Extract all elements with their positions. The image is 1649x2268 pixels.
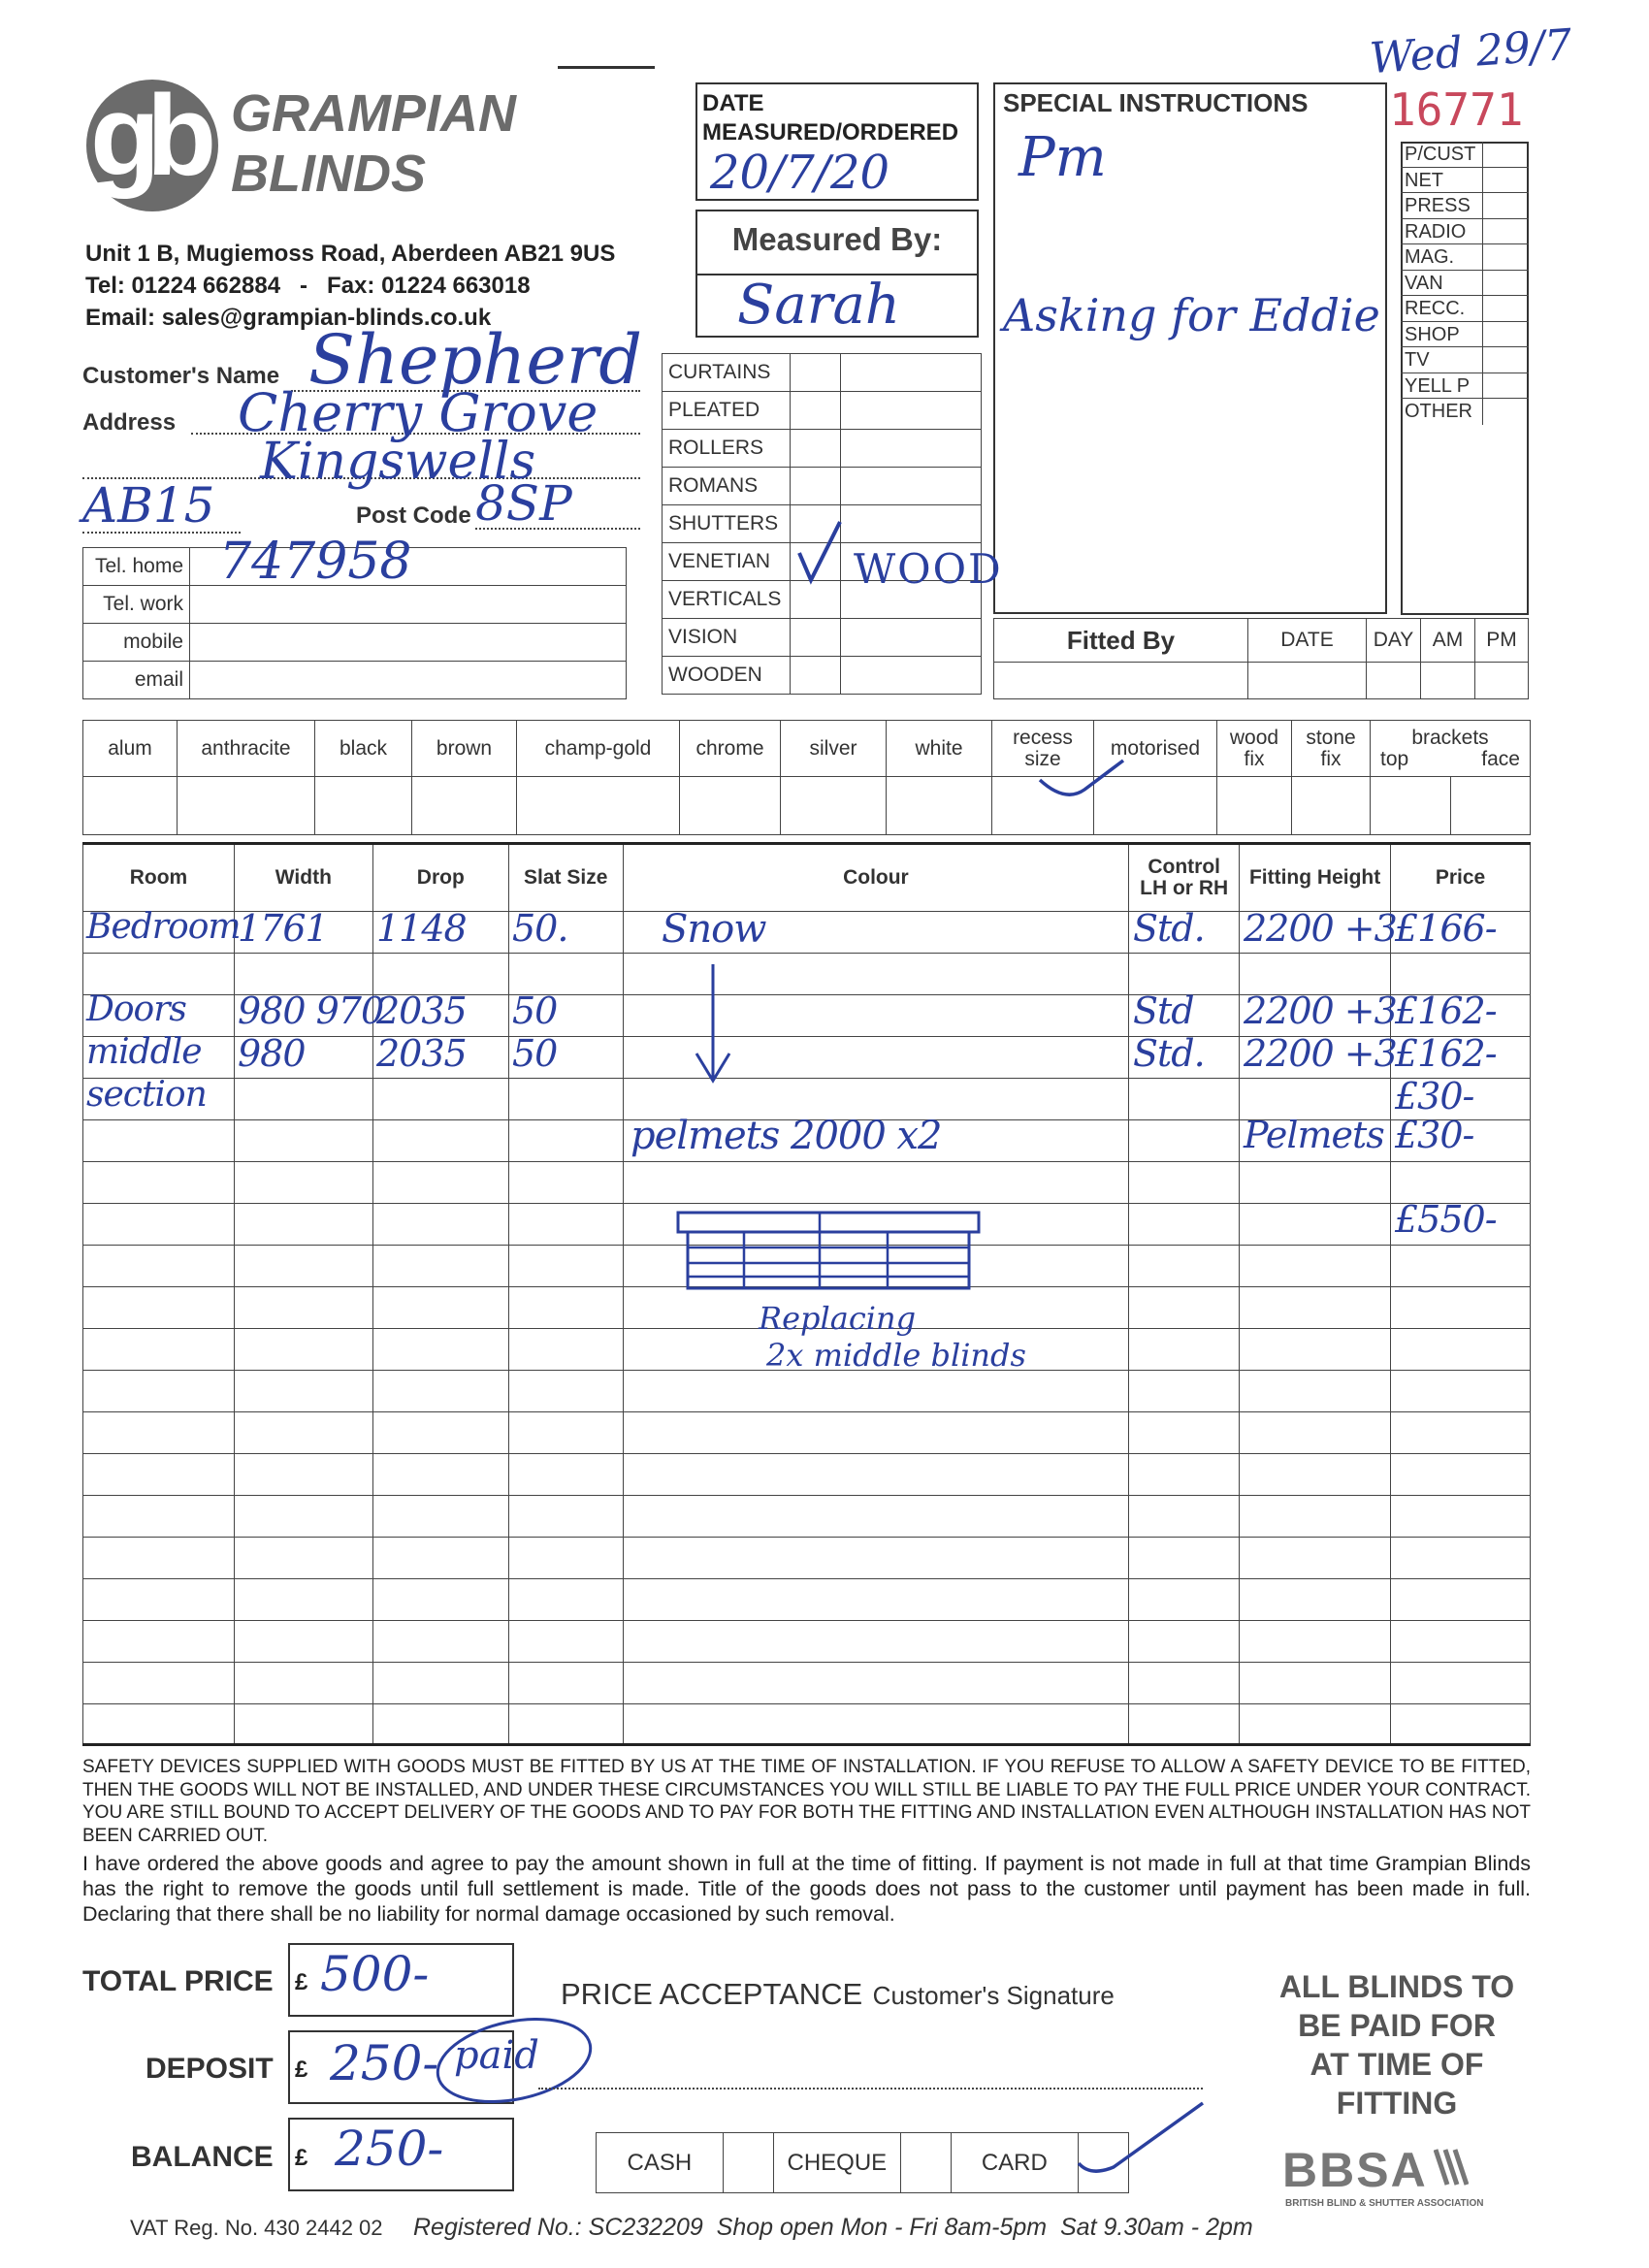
option-checkbox[interactable] — [178, 777, 315, 835]
source-option-label: OTHER — [1405, 401, 1472, 422]
pelmet-sketch — [674, 1209, 985, 1301]
source-option[interactable] — [1401, 322, 1529, 348]
notice-line: BE PAID FOR — [1298, 2008, 1496, 2043]
cell-price: £30- — [1395, 1075, 1474, 1118]
option-label: alum — [108, 736, 152, 760]
option-label: champ-gold — [544, 736, 652, 760]
postcode-label: Post Code — [356, 502, 471, 529]
sketch-note-line2: 2x middle blinds — [766, 1337, 1026, 1374]
column-header-control: Control LH or RH — [1140, 855, 1229, 899]
mobile-label: mobile — [83, 624, 190, 662]
product-type-label: ROMANS — [668, 474, 759, 497]
fitted-am-label: AM — [1421, 619, 1475, 663]
product-type-check[interactable] — [791, 657, 841, 695]
notice-line: AT TIME OF — [1310, 2047, 1484, 2082]
tel-home-label: Tel. home — [83, 548, 190, 586]
table-row[interactable] — [83, 1620, 1531, 1662]
cell-colour: pelmets 2000 x2 — [630, 1114, 942, 1158]
cell-width: 980 970 — [238, 989, 384, 1032]
venetian-check — [795, 518, 844, 591]
fitted-day-label: DAY — [1367, 619, 1421, 663]
recess-check — [1036, 757, 1133, 810]
column-header-price: Price — [1435, 865, 1486, 889]
brackets-face-checkbox[interactable] — [1450, 777, 1531, 835]
bbsa-text: BRITISH BLIND & SHUTTER ASSOCIATION — [1285, 2198, 1484, 2209]
option-checkbox[interactable] — [412, 777, 517, 835]
source-option[interactable] — [1401, 168, 1529, 194]
source-option-box[interactable] — [1482, 168, 1527, 193]
payment-method-label: CHEQUE — [787, 2149, 888, 2176]
sketch-note-line1: Replacing — [759, 1300, 917, 1337]
brackets-face-label: face — [1481, 747, 1520, 770]
deposit-note-circle — [427, 2006, 601, 2118]
table-row[interactable] — [83, 1370, 1531, 1411]
table-row[interactable] — [83, 1537, 1531, 1578]
product-type-check[interactable] — [791, 392, 841, 430]
product-type-label: VENETIAN — [668, 550, 771, 572]
fitted-date-label: DATE — [1248, 619, 1367, 663]
card-check — [1075, 2095, 1211, 2187]
cell-slat: 50 — [512, 1032, 558, 1075]
brackets-top-checkbox[interactable] — [1371, 777, 1451, 835]
product-type-note[interactable] — [841, 354, 982, 392]
option-checkbox[interactable] — [1217, 777, 1292, 835]
table-row[interactable] — [83, 1453, 1531, 1495]
price-acceptance-title: PRICE ACCEPTANCE — [561, 1977, 863, 2011]
cell-drop: 2035 — [376, 1032, 467, 1075]
source-option-box[interactable] — [1482, 193, 1527, 218]
cell-price: £30- — [1395, 1114, 1474, 1156]
measured-by-label: Measured By: — [731, 221, 943, 257]
source-option[interactable] — [1401, 142, 1529, 168]
cell-colour: Snow — [662, 907, 766, 952]
company-name-line2: BLINDS — [231, 145, 426, 203]
cell-drop: 1148 — [376, 907, 467, 950]
source-option-box[interactable] — [1482, 142, 1527, 167]
company-tel-fax: Tel: 01224 662884 - Fax: 01224 663018 — [85, 273, 531, 299]
brackets-top-label: top — [1380, 747, 1409, 770]
option-checkbox[interactable] — [887, 777, 992, 835]
cell-control: Std. — [1133, 907, 1205, 950]
cell-room: Doors — [86, 989, 186, 1029]
table-row[interactable] — [83, 1495, 1531, 1537]
payment-method-checkbox[interactable] — [723, 2133, 773, 2193]
bbsa-stripes-icon — [1434, 2148, 1469, 2191]
source-list — [1401, 142, 1529, 425]
product-type-label: PLEATED — [668, 399, 760, 421]
product-type-check[interactable] — [791, 468, 841, 505]
bbsa-logo: BBSA — [1282, 2143, 1428, 2197]
postcode-suffix: 8SP — [475, 475, 572, 532]
balance-value: 250- — [335, 2121, 444, 2177]
date-value: 20/7/20 — [710, 146, 890, 200]
tel-home-value: 747958 — [219, 533, 412, 591]
option-label: wood fix — [1229, 726, 1279, 770]
option-label: brown — [436, 736, 493, 760]
options-grid — [82, 720, 1531, 835]
company-logo — [82, 72, 238, 216]
address-line2: Kingswells — [260, 433, 536, 491]
source-option-label: YELL P — [1405, 374, 1471, 397]
source-option-label: TV — [1405, 349, 1430, 371]
option-label: chrome — [695, 736, 764, 760]
option-checkbox[interactable] — [1292, 777, 1371, 835]
payment-method-label: CASH — [627, 2149, 693, 2176]
payment-notice — [1251, 1967, 1542, 2122]
agreement-text: I have ordered the above goods and agree to pay the amount shown in full at the time of fitting. If payment is not made in full at that time Grampian Blinds has the right to remove the goods until full settlement is made. Title of the goods does not pass to the customer until payment has been made in full. Declaring that there shall be no liability for normal damage occasioned by such removal. — [82, 1852, 1531, 1926]
cell-fitting: 2200 +3 — [1244, 1032, 1397, 1075]
product-type-row[interactable] — [663, 468, 982, 505]
option-checkbox[interactable] — [680, 777, 781, 835]
product-type-label: SHUTTERS — [668, 512, 779, 535]
fitted-pm-label: PM — [1475, 619, 1529, 663]
top-rule — [558, 66, 655, 69]
fitted-by-table — [993, 618, 1529, 699]
date-label: DATE MEASURED/ORDERED — [702, 90, 959, 146]
cell-price: £166- — [1395, 907, 1497, 950]
total-label: TOTAL PRICE — [82, 1965, 274, 1997]
source-option-label: VAN — [1405, 272, 1443, 294]
cell-price: £162- — [1395, 989, 1497, 1032]
header-note: Wed 29/7 — [1368, 19, 1574, 84]
payment-method-checkbox[interactable] — [900, 2133, 951, 2193]
table-row[interactable] — [83, 953, 1531, 994]
source-option-label: RADIO — [1405, 220, 1467, 243]
product-type-row[interactable] — [663, 619, 982, 657]
cell-price: £162- — [1395, 1032, 1497, 1075]
column-header-room: Room — [129, 865, 188, 889]
cell-slat: 50 — [512, 989, 558, 1032]
table-row[interactable] — [83, 1662, 1531, 1703]
source-option-label: SHOP — [1405, 323, 1460, 345]
footer-registered: Registered No.: SC232209 Shop open Mon - Fri 8am-5pm Sat 9.30am - 2pm — [413, 2214, 1253, 2241]
payment-method-label: CARD — [981, 2149, 1048, 2176]
company-address: Unit 1 B, Mugiemoss Road, Aberdeen AB21 9US — [85, 241, 616, 267]
deposit-label: DEPOSIT — [146, 2053, 274, 2085]
measured-by-value: Sarah — [737, 274, 900, 337]
venetian-note: WOOD — [854, 545, 1003, 593]
source-option[interactable] — [1401, 347, 1529, 373]
product-type-label: VERTICALS — [668, 588, 782, 610]
product-type-check[interactable] — [791, 619, 841, 657]
deposit-value: 250- — [330, 2035, 439, 2091]
email-label: email — [83, 662, 190, 699]
product-type-row[interactable] — [663, 354, 982, 392]
source-option-label: NET — [1405, 169, 1443, 191]
cell-width: 1761 — [238, 907, 328, 950]
colour-arrow — [689, 960, 737, 1091]
address-label: Address — [82, 409, 177, 436]
source-option[interactable] — [1401, 399, 1529, 425]
deposit-note: paid — [454, 2033, 539, 2078]
product-type-row[interactable] — [663, 392, 982, 430]
product-type-check[interactable] — [791, 430, 841, 468]
company-name-line1: GRAMPIAN — [231, 84, 516, 143]
postcode-prefix: AB15 — [82, 477, 215, 534]
source-option-box[interactable] — [1482, 271, 1527, 296]
product-type-note[interactable] — [841, 657, 982, 695]
cell-slat: 50. — [512, 907, 568, 950]
deposit-currency: £ — [295, 2057, 308, 2083]
source-option[interactable] — [1401, 296, 1529, 322]
column-header-fitting: Fitting Height — [1248, 865, 1381, 889]
signature-line[interactable] — [538, 2088, 1203, 2090]
table-row[interactable] — [83, 1578, 1531, 1620]
source-option[interactable] — [1401, 373, 1529, 400]
option-checkbox[interactable] — [83, 777, 178, 835]
option-checkbox[interactable] — [517, 777, 680, 835]
product-type-label: WOODEN — [668, 664, 762, 686]
option-label: anthracite — [201, 736, 291, 760]
source-option-label: PRESS — [1405, 195, 1471, 216]
product-type-row[interactable] — [663, 430, 982, 468]
option-label: motorised — [1110, 736, 1201, 760]
cell-control: Std. — [1133, 1032, 1205, 1075]
cell-width: 980 — [238, 1032, 306, 1075]
table-row[interactable] — [83, 1703, 1531, 1745]
product-type-check[interactable] — [791, 354, 841, 392]
brackets-label: brackets — [1411, 726, 1489, 749]
product-type-label: ROLLERS — [668, 437, 764, 459]
order-number: 16771 — [1389, 83, 1524, 136]
tel-work-label: Tel. work — [83, 586, 190, 624]
option-label: white — [915, 736, 963, 760]
cell-fitting: 2200 +3 — [1244, 907, 1397, 950]
address-line1: Cherry Grove — [238, 382, 598, 443]
source-option-box[interactable] — [1482, 322, 1527, 347]
product-type-note[interactable] — [841, 468, 982, 505]
cell-room: section — [86, 1075, 207, 1115]
balance-label: BALANCE — [131, 2141, 274, 2173]
notice-line: ALL BLINDS TO — [1278, 1969, 1515, 2004]
footer-vat: VAT Reg. No. 430 2442 02 — [130, 2216, 383, 2240]
total-currency: £ — [295, 1969, 308, 1995]
source-option-label: P/CUST — [1405, 144, 1476, 165]
source-option-label: MAG. — [1405, 246, 1455, 268]
option-label: black — [339, 736, 388, 760]
cell-fitting: Pelmets — [1244, 1114, 1384, 1156]
option-label: recess size — [1013, 726, 1073, 770]
product-type-label: VISION — [668, 626, 738, 648]
cell-room: middle — [86, 1032, 202, 1072]
source-option-box[interactable] — [1482, 347, 1527, 373]
source-option-box[interactable] — [1482, 373, 1527, 399]
customer-name-label: Customer's Name — [82, 363, 280, 389]
special-instructions-label: SPECIAL INSTRUCTIONS — [1003, 88, 1309, 117]
cell-fitting: 2200 +3 — [1244, 989, 1397, 1032]
column-header-drop: Drop — [416, 865, 465, 889]
special-instructions-line2: Asking for Eddie — [1003, 289, 1380, 341]
price-acceptance-sub: Customer's Signature — [872, 1981, 1115, 2010]
source-option[interactable] — [1401, 219, 1529, 245]
notice-line: FITTING — [1336, 2086, 1458, 2121]
column-header-width: Width — [275, 865, 332, 889]
special-instructions-line1: Pm — [1018, 126, 1107, 189]
company-email: Email: sales@grampian-blinds.co.uk — [85, 305, 492, 331]
logo-mark: gb — [90, 72, 204, 200]
product-type-note[interactable] — [841, 505, 982, 543]
payment-method-table — [596, 2132, 1129, 2193]
total-value: 500- — [320, 1946, 430, 2002]
source-option-box[interactable] — [1482, 244, 1527, 270]
cell-price: £550- — [1395, 1198, 1497, 1241]
product-type-note[interactable] — [841, 392, 982, 430]
balance-currency: £ — [295, 2145, 308, 2171]
product-type-label: CURTAINS — [668, 361, 771, 383]
order-header-row — [83, 845, 1531, 911]
option-checkbox[interactable] — [315, 777, 412, 835]
source-option-box[interactable] — [1482, 219, 1527, 244]
fitted-by-label: Fitted By — [994, 619, 1248, 663]
source-option[interactable] — [1401, 193, 1529, 219]
options-table — [82, 720, 1531, 834]
product-type-note[interactable] — [841, 430, 982, 468]
customer-name: Shepherd — [308, 320, 643, 400]
cell-control: Std — [1133, 989, 1194, 1032]
column-header-colour: Colour — [843, 865, 909, 889]
source-option-box[interactable] — [1482, 296, 1527, 321]
cell-room: Bedroom — [86, 907, 241, 947]
safety-text: SAFETY DEVICES SUPPLIED WITH GOODS MUST BE FITTED BY US AT THE TIME OF INSTALLATION. IF YOU REFUSE TO ALLOW A SAFETY DEVICE TO BE FITTED, THEN THE GOODS WILL NOT BE INSTALLED, AND UNDER THESE CIRCUMSTANCES YOU WILL STILL BE LIABLE TO PAY THE FULL PRICE UNDER YOUR CONTRACT. YOU ARE STILL BOUND TO ACCEPT DELIVERY OF THE GOODS AND TO PAY FOR BOTH THE FITTING AND INSTALLATION EVEN ALTHOUGH INSTALLATION HAS NOT BEEN CARRIED OUT. — [82, 1757, 1531, 1846]
source-option[interactable] — [1401, 244, 1529, 271]
price-acceptance-label — [561, 1977, 1115, 2012]
option-label: stone fix — [1306, 726, 1356, 770]
product-type-row[interactable] — [663, 657, 982, 695]
product-type-note[interactable] — [841, 619, 982, 657]
column-header-slat: Slat Size — [524, 865, 608, 889]
option-label: silver — [809, 736, 857, 760]
source-option-box[interactable] — [1482, 399, 1527, 425]
contact-table — [82, 533, 627, 699]
source-option[interactable] — [1401, 271, 1529, 297]
table-row[interactable] — [83, 1411, 1531, 1453]
cell-drop: 2035 — [376, 989, 467, 1032]
table-row[interactable] — [83, 1161, 1531, 1203]
option-checkbox[interactable] — [781, 777, 887, 835]
source-option-label: RECC. — [1405, 298, 1466, 319]
